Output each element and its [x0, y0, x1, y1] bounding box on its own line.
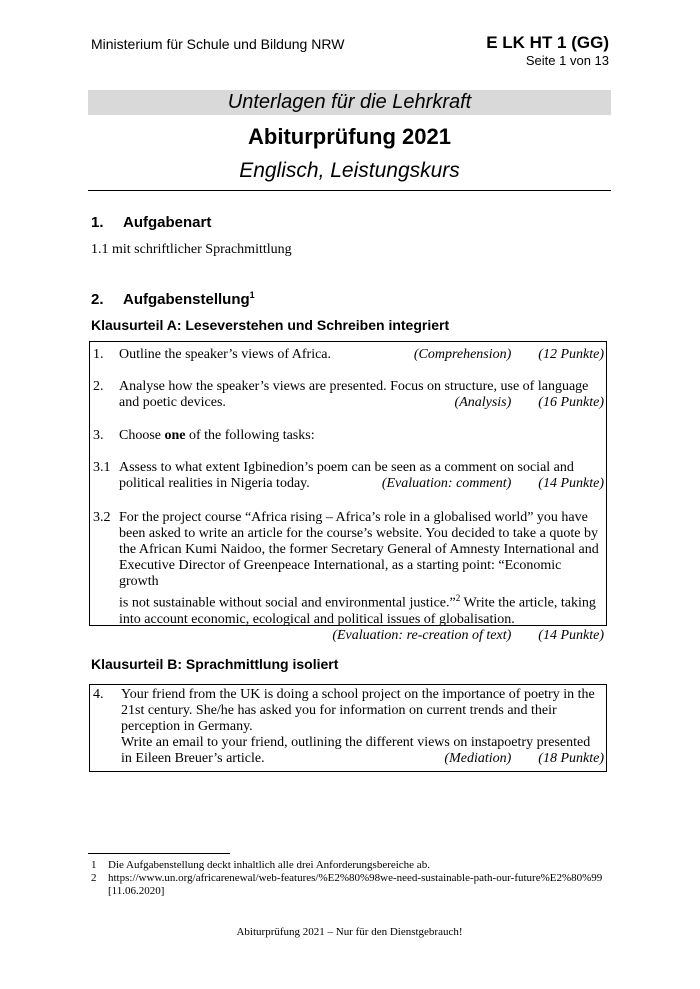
task-text-line: perception in Germany.: [121, 719, 253, 734]
task-number: 3.1: [93, 460, 111, 475]
task-text-emphasis: one: [164, 428, 186, 443]
task-3-2: [93, 510, 604, 644]
task-2: [93, 379, 604, 411]
task-points: (14 Punkte): [538, 476, 604, 491]
task-4: [93, 687, 604, 767]
task-number: 4.: [93, 687, 104, 702]
part-a-task-box: [89, 341, 607, 643]
section-1-title: Aufgabenart: [123, 214, 212, 231]
task-text: of the following tasks:: [185, 428, 315, 443]
page-footer: Abiturprüfung 2021 – Nur für den Dienstgebrauch!: [236, 926, 463, 938]
task-3: [93, 428, 604, 444]
footnote-1: [91, 859, 603, 872]
task-text-line: For the project course “Africa rising – Africa’s role in a globalised world” you have: [119, 510, 588, 525]
task-number: 3.2: [93, 510, 111, 525]
task-1: [93, 347, 604, 363]
task-text-line: Assess to what extent Igbinedion’s poem can be seen as a comment on social and: [119, 460, 574, 475]
task-number: 3.: [93, 428, 104, 443]
exam-code: E LK HT 1 (GG): [486, 33, 609, 52]
task-text: Write the article, taking: [460, 595, 596, 611]
task-category: (Evaluation: re-creation of text): [332, 627, 512, 643]
page-number: Seite 1 von 13: [525, 53, 609, 68]
task-text-line: Analyse how the speaker’s views are presented. Focus on structure, use of language: [119, 379, 589, 394]
section-1-heading: [91, 214, 211, 231]
title-divider: [88, 190, 611, 191]
task-text: Choose: [119, 428, 165, 443]
task-text-line: the African Kumi Naidoo, the former Secretary General of Amnesty International and: [119, 542, 599, 557]
task-3-1: [93, 460, 604, 492]
exam-subtitle: Englisch, Leistungskurs: [239, 159, 460, 182]
task-text-line: [119, 590, 604, 612]
footnote-text: https://www.un.org/africarenewal/web-features/%E2%80%98we-need-sustainable-path-our-future%E2%80%99 [11.06.2020]: [108, 872, 603, 897]
task-text-line: Executive Director of Greenpeace International, as a starting point: “Economic growth: [119, 558, 562, 589]
task-text-line: 21st century. She/he has asked you for information on current trends and their: [121, 703, 557, 718]
part-b-heading: Klausurteil B: Sprachmittlung isoliert: [91, 656, 339, 672]
task-text-line: political realities in Nigeria today.: [119, 476, 310, 491]
task-number: 2.: [93, 379, 104, 394]
task-text-line: Your friend from the UK is doing a school project on the importance of poetry in the: [121, 687, 595, 702]
footnote-number: 2: [91, 872, 97, 884]
task-category: (Mediation): [444, 751, 512, 766]
section-2-heading: [91, 290, 255, 308]
ministry-name: Ministerium für Schule und Bildung NRW: [91, 36, 345, 52]
task-category: (Comprehension): [413, 347, 512, 362]
section-2-title: Aufgabenstellung: [123, 291, 250, 308]
task-number: 1.: [93, 347, 104, 362]
part-a-heading: Klausurteil A: Leseverstehen und Schreiben integriert: [91, 317, 450, 333]
part-b-task-box: [89, 684, 607, 772]
task-points: (18 Punkte): [538, 751, 604, 766]
task-text-line: Write an email to your friend, outlining the different views on instapoetry presented: [121, 735, 591, 750]
footnote-text: Die Aufgabenstellung deckt inhaltlich alle drei Anforderungsbereiche ab.: [108, 859, 430, 871]
footnote-ref-1: 1: [249, 290, 255, 300]
banner-title: Unterlagen für die Lehrkraft: [227, 91, 472, 113]
task-category: (Evaluation: comment): [381, 476, 512, 491]
task-text: is not sustainable without social and environmental justice.”: [119, 595, 456, 611]
task-category: (Analysis): [454, 395, 512, 410]
task-text-line: and poetic devices.: [119, 395, 226, 410]
task-points: (16 Punkte): [538, 395, 604, 410]
task-type-text: 1.1 mit schriftlicher Sprachmittlung: [91, 242, 292, 257]
footnote-2: [91, 872, 603, 898]
section-2-number: 2.: [91, 291, 104, 308]
footnote-number: 1: [91, 859, 97, 871]
task-points: (12 Punkte): [538, 347, 604, 362]
document-header-info: [486, 33, 609, 69]
task-text-line: in Eileen Breuer’s article.: [121, 751, 265, 766]
footnote-divider: [88, 853, 230, 854]
task-text-line: been asked to write an article for the course’s website. You decided to take a quote by: [119, 526, 598, 541]
exam-title: Abiturprüfung 2021: [248, 124, 451, 149]
task-text: Outline the speaker’s views of Africa.: [119, 347, 332, 362]
section-1-number: 1.: [91, 214, 104, 231]
footnote-ref-2: 2: [455, 593, 461, 603]
task-points: (14 Punkte): [538, 627, 604, 643]
task-text-line: into account economic, ecological and political issues of globalisation.: [119, 611, 515, 627]
